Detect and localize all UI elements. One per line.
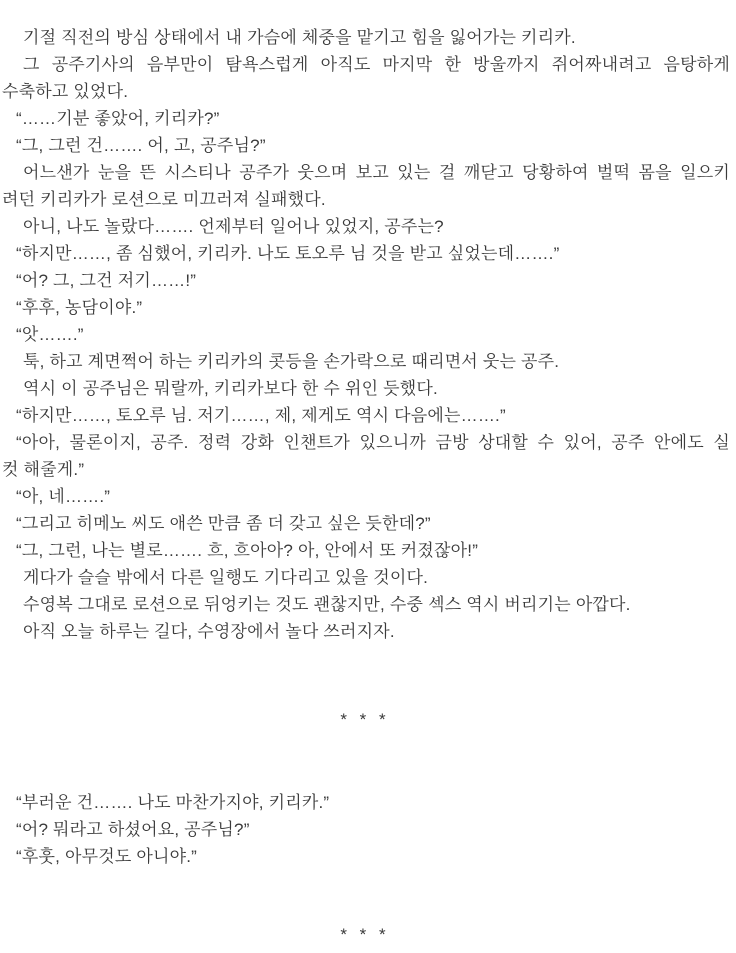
text-line: 아직 오늘 하루는 길다, 수영장에서 놀다 쓰러지자. <box>23 622 395 641</box>
text-line: 수축하고 있었다. <box>2 82 129 101</box>
text-line: 컷 해줄게.” <box>2 460 85 479</box>
dialogue-line: “그리고 히메노 씨도 애쓴 만큼 좀 더 갖고 싶은 듯한데?” <box>16 514 431 533</box>
text-line: 기절 직전의 방심 상태에서 내 가슴에 체중을 맡기고 힘을 잃어가는 키리카. <box>23 28 576 47</box>
text-line: 게다가 슬슬 밖에서 다른 일행도 기다리고 있을 것이다. <box>23 568 429 587</box>
text-line: 수영복 그대로 로션으로 뒤엉키는 것도 괜찮지만, 수중 섹스 역시 버리기는 아깝다. <box>23 595 631 614</box>
dialogue-line: “부러운 건……. 나도 마찬가지야, 키리카.” <box>16 793 330 812</box>
section-separator: * * * <box>340 925 390 944</box>
text-line: 툭, 하고 계면쩍어 하는 키리카의 콧등을 손가락으로 때리면서 웃는 공주. <box>23 352 560 371</box>
text-line: 그 공주기사의 음부만이 탐욕스럽게 아직도 마지막 한 방울까지 쥐어짜내려고 음탕하게 <box>23 55 730 74</box>
dialogue-line: “아아, 물론이지, 공주. 정력 강화 인챈트가 있으니까 금방 상대할 수 있어, 공주 안에도 실 <box>16 433 730 452</box>
dialogue-line: “하지만……, 토오루 님. 저기……, 제, 제게도 역시 다음에는…….” <box>16 406 506 425</box>
section-separator: * * * <box>340 710 390 729</box>
text-line: 역시 이 공주님은 뭐랄까, 키리카보다 한 수 위인 듯했다. <box>23 379 438 398</box>
dialogue-line: “후후, 농담이야.” <box>16 298 143 317</box>
dialogue-line: “그, 그런 건……. 어, 고, 공주님?” <box>16 136 266 155</box>
dialogue-line: “아, 네…….” <box>16 487 111 506</box>
text-line: 려던 키리카가 로션으로 미끄러져 실패했다. <box>2 190 326 209</box>
dialogue-line: “어? 뭐라고 하셨어요, 공주님?” <box>16 820 250 839</box>
dialogue-line: “하지만……, 좀 심했어, 키리카. 나도 토오루 님 것을 받고 싶었는데…….” <box>16 244 560 263</box>
text-line: 아니, 나도 놀랐다……. 언제부터 일어나 있었지, 공주는? <box>23 217 444 236</box>
dialogue-line: “어? 그, 그건 저기……!” <box>16 271 197 290</box>
dialogue-line: “앗…….” <box>16 325 84 344</box>
dialogue-line: “……기분 좋았어, 키리카?” <box>16 109 220 128</box>
dialogue-line: “그, 그런, 나는 별로……. 흐, 흐아아? 아, 안에서 또 커졌잖아!” <box>16 541 479 560</box>
dialogue-line: “후훗, 아무것도 아니야.” <box>16 847 198 866</box>
text-line: 어느샌가 눈을 뜬 시스티나 공주가 웃으며 보고 있는 걸 깨닫고 당황하여 벌떡 몸을 일으키 <box>23 163 730 182</box>
